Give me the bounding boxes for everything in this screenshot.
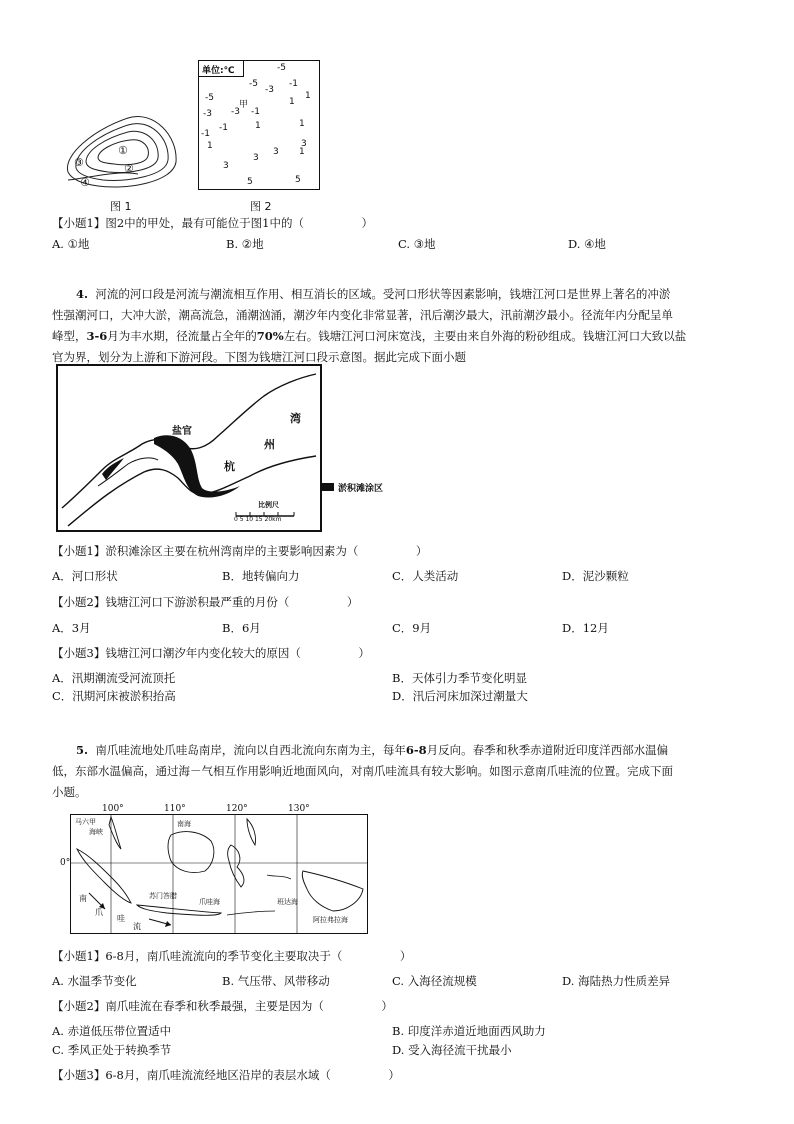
- q5-sub2-option-d[interactable]: D. 受入海径流干扰最小: [392, 1043, 512, 1057]
- q4-line-2: 性强潮河口，大冲大淤，潮高流急，涌潮汹涌，潮汐年内变化非常显著，汛后潮汐最大，汛前潮汐最小。径流年内分配呈单: [52, 308, 673, 322]
- q4-sub2-option-b[interactable]: B．6月: [222, 621, 261, 635]
- fig1-label-4: ④: [80, 176, 90, 189]
- q3-sub1-option-a[interactable]: A. ①地: [52, 237, 90, 251]
- q3-sub1-stem: 【小题1】图2中的甲处，最有可能位于图1中的（ ）: [52, 216, 373, 230]
- q5-line-1c: 月反向。春季和秋季赤道附近印度洋西部水温偏: [426, 743, 669, 757]
- q3-sub1-option-d[interactable]: D. ④地: [568, 237, 606, 251]
- q5-map-place-strait: 海峡: [89, 828, 103, 836]
- q4-sub2-option-a[interactable]: A．3月: [52, 621, 91, 635]
- fig2-value: -5: [205, 93, 214, 103]
- q4-map-scale-title: 比例尺: [258, 501, 279, 509]
- q5-map-place-java-sea: 爪哇海: [199, 898, 220, 906]
- q4-line-3c: 月为丰水期，径流量占全年的: [107, 329, 257, 343]
- q4-legend-swatch: [322, 483, 334, 491]
- fig2-value: -3: [265, 85, 274, 95]
- fig2-value: -1: [289, 79, 298, 89]
- q5-sub1-option-b[interactable]: B. 气压带、风带移动: [222, 974, 330, 988]
- fig1-label-1: ①: [118, 144, 128, 157]
- q4-sub2-option-c[interactable]: C．9月: [392, 621, 432, 635]
- q4-map: [56, 364, 322, 532]
- q4-sub2-stem: 【小题2】钱塘江河口下游淤积最严重的月份（ ）: [52, 595, 359, 609]
- fig2-value: 3: [301, 139, 307, 149]
- q5-map-place-arafura-sea: 阿拉弗拉海: [313, 916, 348, 924]
- q5-number: 5.: [76, 743, 89, 757]
- q4-sub3-option-b[interactable]: B．天体引力季节变化明显: [392, 671, 527, 685]
- fig2-value: -3: [231, 107, 240, 117]
- q5-map-place-sumatra: 苏门答腊: [149, 892, 177, 900]
- figure-2-caption: 图 2: [250, 200, 272, 213]
- figure-1-caption: 图 1: [110, 200, 132, 213]
- fig2-value: 3: [223, 161, 229, 171]
- q5-sub2-option-a[interactable]: A. 赤道低压带位置适中: [52, 1024, 172, 1038]
- q5-map-lon-110: 110°: [164, 804, 186, 814]
- fig2-value: -1: [251, 107, 260, 117]
- q4-passage: [52, 284, 752, 368]
- q5-line-1: 南爪哇流地处爪哇岛南岸，流向以自西北流向东南为主，每年: [95, 743, 406, 757]
- q4-map-label-hang: 杭: [224, 460, 235, 473]
- q4-map-scale-ticks: 0 5 10 15 20km: [234, 516, 282, 523]
- fig2-value: 3: [253, 153, 259, 163]
- q5-sub1-option-c[interactable]: C. 入海径流规模: [392, 974, 477, 988]
- figure-2-frame: [198, 60, 320, 190]
- q5-sub1-option-a[interactable]: A. 水温季节变化: [52, 974, 137, 988]
- q5-passage: [52, 740, 752, 803]
- q4-sub1-option-b[interactable]: B．地转偏向力: [222, 569, 300, 583]
- fig2-value: 1: [299, 147, 305, 157]
- q4-line-3a: 峰型，: [52, 329, 87, 343]
- q4-sub2-option-d[interactable]: D．12月: [562, 621, 609, 635]
- q5-map-current-char-3: 哇: [117, 914, 125, 923]
- q4-line-1: 河流的河口段是河流与潮流相互作用、相互消长的区域。受河口形状等因素影响，钱塘江河口是世界上著名的冲淤: [95, 287, 671, 301]
- fig2-value: 1: [299, 119, 305, 129]
- q5-line-2: 低，东部水温偏高，通过海－气相互作用影响近地面风向，对南爪哇流具有较大影响。如图示意南爪哇流的位置。完成下面: [52, 764, 673, 778]
- fig2-value: 1: [207, 141, 213, 151]
- q5-map-current-char-4: 流: [133, 922, 141, 931]
- q5-sub2-option-b[interactable]: B. 印度洋赤道近地面西风助力: [392, 1024, 546, 1038]
- fig2-value: 1: [289, 97, 295, 107]
- q5-sub1-stem: 【小题1】6-8月，南爪哇流流向的季节变化主要取决于（ ）: [52, 949, 412, 963]
- q4-line-4: 官为界，划分为上游和下游河段。下图为钱塘江河口段示意图。据此完成下面小题: [52, 350, 466, 364]
- q4-line-3d: 70%: [256, 329, 284, 343]
- q4-map-label-bay: 湾: [290, 412, 301, 425]
- fig2-value: 1: [255, 121, 261, 131]
- q5-map-lon-120: 120°: [226, 804, 248, 814]
- q4-sub1-option-c[interactable]: C．人类活动: [392, 569, 459, 583]
- fig2-value: -3: [203, 109, 212, 119]
- fig2-value: 5: [247, 177, 253, 187]
- q5-map-lon-100: 100°: [102, 804, 124, 814]
- q4-legend-label: 淤积滩涂区: [338, 484, 384, 494]
- q4-sub1-option-d[interactable]: D．泥沙颗粒: [562, 569, 629, 583]
- q4-sub3-stem: 【小题3】钱塘江河口潮汐年内变化较大的原因（ ）: [52, 646, 370, 660]
- fig2-value: 3: [273, 147, 279, 157]
- q5-map-current-char-2: 爪: [95, 908, 103, 917]
- q5-sub2-option-c[interactable]: C. 季风正处于转换季节: [52, 1043, 172, 1057]
- q4-number: 4.: [76, 287, 89, 301]
- q4-sub3-option-d[interactable]: D．汛后河床加深过潮量大: [392, 689, 528, 703]
- q5-map-place-malacca: 马六甲: [75, 818, 96, 826]
- q4-sub1-option-a[interactable]: A．河口形状: [52, 569, 118, 583]
- q4-map-label-zhou: 州: [264, 438, 275, 451]
- fig2-value: -1: [201, 129, 210, 139]
- q5-map-current-char-1: 南: [79, 894, 87, 903]
- fig2-value: -5: [249, 79, 258, 89]
- q5-map-place-south-china-sea: 南海: [177, 820, 191, 828]
- fig2-unit-label: 单位:℃: [202, 66, 235, 76]
- q5-sub2-stem: 【小题2】南爪哇流在春季和秋季最强，主要是因为（ ）: [52, 999, 393, 1013]
- fig2-point-jia: 甲: [239, 100, 249, 110]
- fig1-label-3: ③: [74, 156, 84, 169]
- figure-1: [58, 100, 188, 196]
- fig2-value: -1: [219, 123, 228, 133]
- q5-map-lat-0: 0°: [60, 858, 71, 868]
- fig2-value: -5: [277, 63, 286, 73]
- q3-sub1-option-b[interactable]: B. ②地: [226, 237, 264, 251]
- q5-line-3: 小题。: [52, 785, 87, 799]
- fig2-unit-separator: [243, 61, 244, 77]
- fig1-label-2: ②: [124, 162, 134, 175]
- q4-map-drawing: [58, 366, 320, 530]
- q5-line-1b: 6-8: [405, 743, 427, 757]
- q4-map-label-yanguan: 盐官: [172, 426, 192, 437]
- q4-line-3b: 3-6: [86, 329, 108, 343]
- q3-sub1-option-c[interactable]: C. ③地: [398, 237, 436, 251]
- q5-sub3-stem: 【小题3】6-8月，南爪哇流流经地区沿岸的表层水域（ ）: [52, 1068, 400, 1082]
- q5-sub1-option-d[interactable]: D. 海陆热力性质差异: [562, 974, 671, 988]
- q4-sub3-option-c[interactable]: C．汛期河床被淤积抬高: [52, 689, 176, 703]
- fig2-value: 5: [295, 175, 301, 185]
- q5-map-lon-130: 130°: [288, 804, 310, 814]
- fig2-value: 1: [305, 91, 311, 101]
- q4-sub1-stem: 【小题1】淤积滩涂区主要在杭州湾南岸的主要影响因素为（ ）: [52, 544, 428, 558]
- q5-map-place-banda-sea: 班达海: [277, 898, 298, 906]
- fig2-unit-underline: [199, 76, 243, 77]
- q4-sub3-option-a[interactable]: A．汛期潮流受河流顶托: [52, 671, 176, 685]
- q4-line-3e: 左右。钱塘江河口河床宽浅，主要由来自外海的粉砂组成。钱塘江河口大致以盐: [283, 329, 687, 343]
- q5-map: [70, 814, 368, 934]
